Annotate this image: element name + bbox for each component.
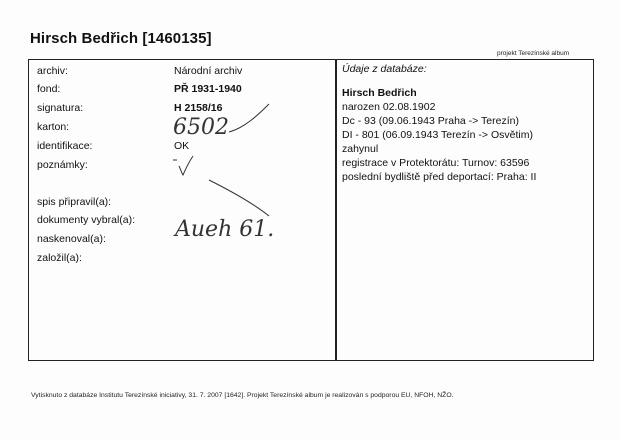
database-heading: Údaje z databáze: bbox=[342, 63, 427, 75]
db-line: narozen 02.08.1902 bbox=[342, 101, 436, 113]
field-label-fond: fond: bbox=[37, 83, 61, 95]
person-name: Hirsch Bedřich bbox=[342, 87, 417, 99]
field-label-dokumenty-vybral: dokumenty vybral(a): bbox=[37, 214, 136, 226]
page-title: Hirsch Bedřich [1460135] bbox=[30, 30, 212, 47]
footer-note: Vytisknuto z databáze Institutu Terezínské iniciativy, 31. 7. 2007 [1642]. Projekt Terezínské album je realizován s podporou EU, NFOH, NŽO. bbox=[31, 392, 454, 399]
field-label-signatura: signatura: bbox=[37, 102, 84, 114]
field-value-archiv: Národní archiv bbox=[174, 65, 243, 77]
field-label-poznamky: poznámky: bbox=[37, 159, 88, 171]
field-label-archiv: archiv: bbox=[37, 65, 68, 77]
field-value-identifikace: OK bbox=[174, 140, 190, 152]
field-label-zalozil: založil(a): bbox=[37, 252, 82, 264]
handwritten-karton bbox=[169, 104, 279, 144]
check-mark-icon bbox=[169, 154, 199, 178]
field-label-spis-pripravil: spis připravil(a): bbox=[37, 196, 112, 208]
handwritten-signature bbox=[169, 176, 339, 246]
field-label-identifikace: identifikace: bbox=[37, 140, 93, 152]
project-label: projekt Terezínské album bbox=[497, 50, 570, 57]
handwritten-signature-text: Aueh 61. bbox=[175, 217, 275, 242]
handwritten-karton-text: 6502 bbox=[173, 115, 229, 140]
field-label-karton: karton: bbox=[37, 121, 70, 133]
field-label-naskenoval: naskenoval(a): bbox=[37, 233, 106, 245]
field-value-fond: PŘ 1931-1940 bbox=[174, 83, 242, 95]
db-line: Dc - 93 (09.06.1943 Praha -> Terezín) bbox=[342, 115, 519, 127]
db-line: zahynul bbox=[342, 143, 379, 155]
record-card bbox=[28, 59, 594, 361]
db-line: DI - 801 (06.09.1943 Terezín -> Osvětim) bbox=[342, 129, 533, 141]
field-value-signatura: H 2158/16 bbox=[174, 102, 223, 114]
db-line: poslední bydliště před deportací: Praha: II bbox=[342, 171, 537, 183]
db-line: registrace v Protektorátu: Turnov: 63596 bbox=[342, 157, 530, 169]
